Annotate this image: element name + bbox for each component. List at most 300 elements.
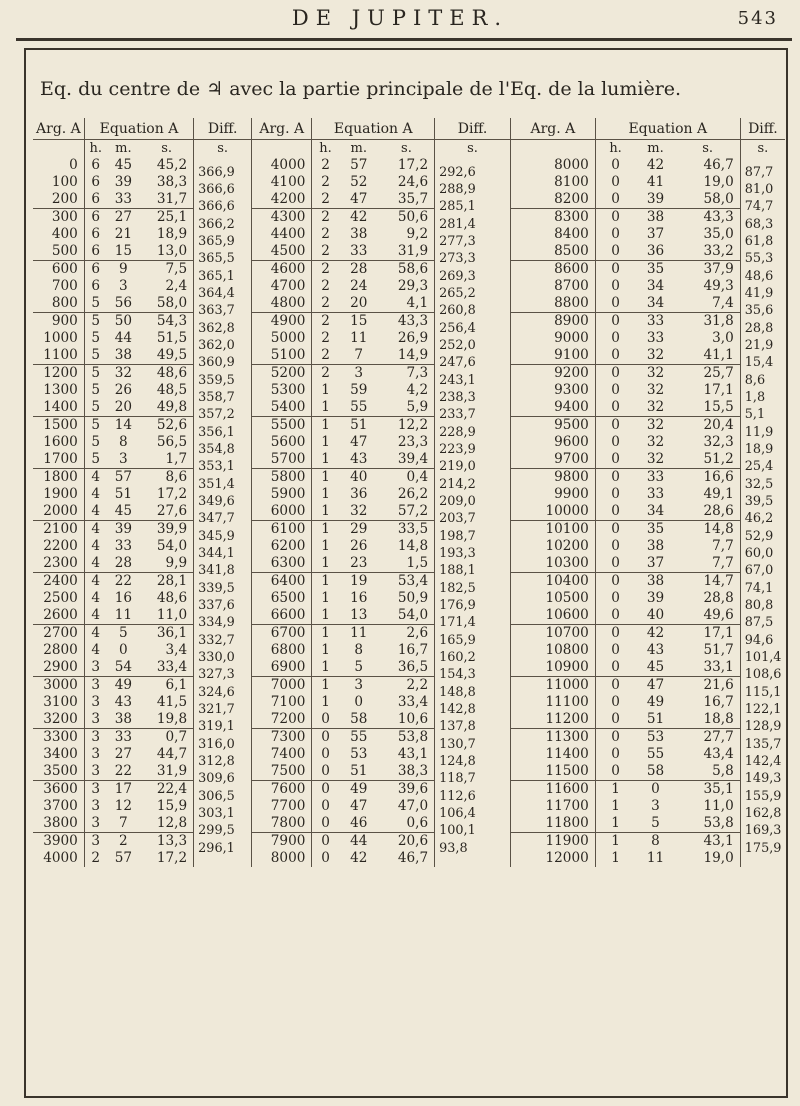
minutes-cell: 20 — [107, 399, 140, 417]
arg-cell: 7900 — [252, 833, 312, 851]
hours-cell: 0 — [611, 208, 620, 225]
seconds-cell: 19,0 — [676, 850, 741, 867]
minutes-cell: 45 — [114, 156, 133, 173]
hours-cell: 2 — [321, 329, 330, 346]
minutes-cell: 20 — [339, 295, 379, 313]
arg-cell: 3300 — [33, 729, 84, 747]
table-row — [33, 226, 785, 243]
minutes-cell: 28 — [107, 555, 140, 573]
seconds-cell: 46,7 — [379, 850, 435, 867]
seconds-cell: 15,9 — [140, 798, 194, 815]
diff-cell: 269,3 — [435, 269, 511, 287]
hours-cell: 1 — [321, 589, 330, 606]
table-row — [33, 521, 785, 539]
minutes-cell: 16 — [350, 589, 368, 606]
arg-cell: 2100 — [33, 521, 84, 539]
minutes-cell: 3 — [119, 277, 128, 294]
hours-cell: 0 — [611, 693, 620, 710]
hours-cell: 5 — [84, 295, 106, 313]
diff-cell: 365,5 — [194, 251, 252, 269]
diff-cell: 198,7 — [435, 529, 511, 547]
arg-cell: 1000 — [33, 330, 84, 347]
diff-cell: 273,3 — [435, 251, 511, 269]
arg-cell: 8400 — [510, 226, 595, 243]
hours-cell: 5 — [91, 381, 101, 398]
arg-cell: 11700 — [510, 798, 595, 815]
seconds-cell: 33,4 — [379, 694, 435, 711]
table-row — [33, 469, 785, 487]
table-row — [33, 243, 785, 261]
unit-hours: h. — [609, 141, 622, 156]
hours-cell: 5 — [91, 329, 101, 346]
seconds-cell: 12,8 — [140, 815, 194, 833]
unit-seconds: s. — [140, 140, 194, 158]
seconds-cell: 49,5 — [140, 347, 194, 365]
hours-cell: 6 — [91, 277, 101, 294]
minutes-cell: 5 — [119, 624, 128, 641]
diff-cell: 321,7 — [194, 702, 252, 719]
diff-cell: 359,5 — [194, 373, 252, 391]
arg-cell: 11900 — [510, 833, 595, 851]
seconds-cell: 0,6 — [379, 815, 435, 833]
diff-cell: 358,7 — [194, 390, 252, 407]
hours-cell: 3 — [84, 815, 106, 833]
minutes-cell: 38 — [107, 711, 140, 729]
seconds-cell: 41,5 — [140, 694, 194, 711]
minutes-cell: 21 — [114, 225, 133, 242]
diff-cell: 256,4 — [435, 321, 511, 339]
arg-cell: 1200 — [33, 365, 84, 383]
seconds-cell: 13,0 — [140, 243, 194, 261]
unit-seconds: s. — [379, 140, 435, 158]
table-row — [33, 261, 785, 279]
arg-cell: 2900 — [33, 659, 84, 677]
table-row — [33, 538, 785, 555]
diff-cell: 32,5 — [744, 476, 774, 492]
arg-cell: 1900 — [33, 486, 84, 503]
arg-cell: 5200 — [252, 365, 312, 383]
arg-cell: 5300 — [252, 382, 312, 399]
minutes-cell: 42 — [646, 624, 665, 641]
diff-cell: 160,2 — [435, 650, 511, 667]
hours-cell: 3 — [91, 745, 101, 762]
seconds-cell: 51,5 — [140, 330, 194, 347]
arg-cell: 3000 — [33, 677, 84, 695]
seconds-cell: 43,1 — [676, 833, 741, 851]
minutes-cell: 3 — [354, 364, 364, 381]
hours-cell: 0 — [611, 520, 620, 537]
minutes-cell: 58 — [635, 763, 675, 781]
hours-cell: 6 — [91, 260, 101, 277]
arg-cell: 1800 — [33, 469, 84, 487]
diff-cell: 247,6 — [435, 355, 511, 373]
table-row — [33, 434, 785, 451]
diff-cell: 15,4 — [744, 355, 774, 371]
arg-cell: 6300 — [252, 555, 312, 573]
col-arg: Arg. A — [510, 118, 595, 140]
seconds-cell: 3,0 — [676, 330, 741, 347]
seconds-cell: 7,7 — [676, 555, 741, 573]
minutes-cell: 15 — [107, 243, 140, 261]
hours-cell: 1 — [321, 433, 330, 450]
diff-cell: 106,4 — [435, 806, 511, 823]
seconds-cell: 28,6 — [676, 503, 741, 521]
arg-cell: 8000 — [510, 157, 595, 174]
minutes-cell: 32 — [114, 364, 133, 381]
seconds-cell: 25,1 — [140, 209, 194, 227]
hours-cell: 0 — [595, 763, 635, 781]
arg-cell: 900 — [33, 313, 84, 331]
seconds-cell: 15,5 — [676, 399, 741, 417]
arg-cell: 1300 — [33, 382, 84, 399]
hours-cell: 1 — [312, 399, 339, 417]
minutes-cell: 14 — [114, 416, 133, 433]
hours-cell: 4 — [84, 555, 106, 573]
diff-cell: 219,0 — [435, 459, 511, 477]
table-row — [33, 746, 785, 763]
seconds-cell: 35,1 — [676, 781, 741, 799]
seconds-cell: 27,6 — [140, 503, 194, 521]
seconds-cell: 33,5 — [379, 521, 435, 539]
arg-cell: 4100 — [252, 174, 312, 191]
arg-cell: 10600 — [510, 607, 595, 625]
diff-cell: 175,9 — [744, 840, 782, 856]
arg-cell: 9500 — [510, 417, 595, 435]
arg-cell: 2800 — [33, 642, 84, 659]
minutes-cell: 33 — [646, 485, 665, 502]
minutes-cell: 22 — [114, 572, 133, 589]
arg-cell: 4900 — [252, 313, 312, 331]
hours-cell: 0 — [595, 243, 635, 261]
minutes-cell: 57 — [114, 468, 133, 485]
diff-cell: 252,0 — [435, 338, 511, 355]
hours-cell: 2 — [321, 173, 330, 190]
diff-cell: 81,0 — [744, 182, 774, 198]
table-row — [33, 330, 785, 347]
table-row — [33, 607, 785, 625]
arg-cell: 8800 — [510, 295, 595, 313]
arg-cell: 6700 — [252, 625, 312, 643]
seconds-cell: 39,6 — [379, 781, 435, 799]
minutes-cell: 38 — [646, 572, 665, 589]
minutes-cell: 38 — [646, 208, 665, 225]
minutes-cell: 39 — [646, 589, 665, 606]
minutes-cell: 11 — [350, 329, 368, 346]
minutes-cell: 41 — [646, 173, 665, 190]
seconds-cell: 54,0 — [140, 538, 194, 555]
hours-cell: 0 — [595, 399, 635, 417]
minutes-cell: 32 — [646, 381, 665, 398]
seconds-cell: 56,5 — [140, 434, 194, 451]
hours-cell: 4 — [91, 589, 101, 606]
hours-cell: 0 — [321, 745, 330, 762]
hours-cell: 4 — [91, 520, 101, 537]
hours-cell: 1 — [321, 485, 330, 502]
table-row — [33, 763, 785, 781]
hours-cell: 1 — [595, 815, 635, 833]
minutes-cell: 57 — [114, 849, 133, 866]
arg-cell: 10300 — [510, 555, 595, 573]
minutes-cell: 58 — [339, 711, 379, 729]
seconds-cell: 31,8 — [676, 313, 741, 331]
arg-cell: 3600 — [33, 781, 84, 799]
hours-cell: 0 — [595, 503, 635, 521]
diff-cell: 334,9 — [194, 615, 252, 633]
minutes-cell: 35 — [646, 260, 665, 277]
arg-cell: 4800 — [252, 295, 312, 313]
arg-cell: 9400 — [510, 399, 595, 417]
diff-cell: 41,9 — [744, 286, 774, 302]
hours-cell: 0 — [595, 191, 635, 209]
hours-cell: 0 — [611, 537, 620, 554]
arg-cell: 8300 — [510, 209, 595, 227]
seconds-cell: 7,5 — [140, 261, 194, 279]
seconds-cell: 16,6 — [676, 469, 741, 487]
minutes-cell: 47 — [339, 191, 379, 209]
diff-cell: 285,1 — [435, 199, 511, 217]
hours-cell: 3 — [91, 832, 101, 849]
seconds-cell: 13,3 — [140, 833, 194, 851]
arg-cell: 2300 — [33, 555, 84, 573]
table-row — [33, 399, 785, 417]
seconds-cell: 43,3 — [676, 209, 741, 227]
diff-cell: 87,7 — [744, 165, 774, 181]
seconds-cell: 1,7 — [140, 451, 194, 469]
diff-cell: 94,6 — [744, 632, 774, 648]
seconds-cell: 17,1 — [676, 382, 741, 399]
hours-cell: 3 — [91, 693, 101, 710]
arg-cell: 1500 — [33, 417, 84, 435]
seconds-cell: 48,5 — [140, 382, 194, 399]
hours-cell: 0 — [611, 641, 620, 658]
seconds-cell: 43,3 — [379, 313, 435, 331]
arg-cell: 8100 — [510, 174, 595, 191]
hours-cell: 6 — [91, 225, 101, 242]
hours-cell: 5 — [91, 312, 101, 329]
table-row — [33, 451, 785, 469]
diff-cell: 148,8 — [435, 685, 511, 703]
diff-cell: 292,6 — [435, 165, 511, 182]
arg-cell: 2200 — [33, 538, 84, 555]
seconds-cell: 6,1 — [140, 677, 194, 695]
minutes-cell: 55 — [646, 745, 665, 762]
hours-cell: 5 — [91, 364, 101, 381]
seconds-cell: 46,7 — [676, 157, 741, 174]
minutes-cell: 47 — [646, 676, 665, 693]
diff-cell: 35,6 — [744, 303, 774, 319]
hours-cell: 0 — [312, 763, 339, 781]
diff-cell: 362,8 — [194, 321, 252, 339]
diff-cell: 357,2 — [194, 407, 252, 425]
diff-cell: 360,9 — [194, 355, 252, 373]
hours-cell: 1 — [611, 849, 620, 866]
seconds-cell: 5,9 — [379, 399, 435, 417]
diff-cell: 214,2 — [435, 477, 511, 495]
arg-cell: 5800 — [252, 469, 312, 487]
minutes-cell: 42 — [350, 208, 368, 225]
minutes-cell: 3 — [107, 451, 140, 469]
hours-cell: 0 — [595, 659, 635, 677]
arg-cell: 2700 — [33, 625, 84, 643]
minutes-cell: 33 — [339, 243, 379, 261]
minutes-cell: 56 — [107, 295, 140, 313]
seconds-cell: 25,7 — [676, 365, 741, 383]
arg-cell: 11400 — [510, 746, 595, 763]
minutes-cell: 57 — [350, 156, 368, 173]
diff-cell: 5,1 — [744, 407, 766, 423]
arg-cell: 11600 — [510, 781, 595, 799]
table-row — [33, 677, 785, 695]
arg-cell: 10100 — [510, 521, 595, 539]
minutes-cell: 45 — [635, 659, 675, 677]
minutes-cell: 51 — [339, 763, 379, 781]
hours-cell: 2 — [321, 312, 330, 329]
minutes-cell: 44 — [350, 832, 368, 849]
hours-cell: 6 — [91, 173, 101, 190]
seconds-cell: 8,6 — [140, 469, 194, 487]
seconds-cell: 7,7 — [676, 538, 741, 555]
unit-diff: s. — [194, 140, 252, 158]
minutes-cell: 0 — [651, 780, 660, 797]
diff-cell: 365,9 — [194, 234, 252, 251]
arg-cell: 9800 — [510, 469, 595, 487]
seconds-cell: 17,1 — [676, 625, 741, 643]
seconds-cell: 54,0 — [379, 607, 435, 625]
hours-cell: 5 — [91, 433, 101, 450]
diff-cell: 48,6 — [744, 268, 774, 284]
minutes-cell: 59 — [350, 381, 368, 398]
arg-cell: 5000 — [252, 330, 312, 347]
minutes-cell: 43 — [646, 641, 665, 658]
minutes-cell: 43 — [339, 451, 379, 469]
seconds-cell: 4,1 — [379, 295, 435, 313]
diff-cell: 337,6 — [194, 598, 252, 615]
arg-cell: 7800 — [252, 815, 312, 833]
seconds-cell: 7,3 — [379, 365, 435, 383]
diff-cell: 74,7 — [744, 199, 774, 215]
diff-cell: 341,8 — [194, 563, 252, 581]
hours-cell: 0 — [611, 381, 620, 398]
hours-cell: 4 — [84, 607, 106, 625]
diff-cell: 21,9 — [744, 338, 774, 354]
minutes-cell: 38 — [107, 347, 140, 365]
table-row — [33, 313, 785, 331]
diff-cell: 364,4 — [194, 286, 252, 303]
seconds-cell: 11,0 — [676, 798, 741, 815]
seconds-cell: 10,6 — [379, 711, 435, 729]
seconds-cell: 31,9 — [379, 243, 435, 261]
seconds-cell: 4,2 — [379, 382, 435, 399]
diff-cell: 135,7 — [744, 736, 782, 752]
seconds-cell: 26,9 — [379, 330, 435, 347]
diff-cell: 39,5 — [744, 494, 774, 510]
hours-cell: 1 — [321, 676, 330, 693]
table-row — [33, 850, 785, 867]
minutes-cell: 36 — [635, 243, 675, 261]
seconds-cell: 39,4 — [379, 451, 435, 469]
seconds-cell: 14,7 — [676, 573, 741, 591]
diff-cell: 366,2 — [194, 217, 252, 235]
hours-cell: 3 — [91, 780, 101, 797]
seconds-cell: 14,8 — [379, 538, 435, 555]
seconds-cell: 50,6 — [379, 209, 435, 227]
top-rule — [16, 38, 792, 41]
minutes-cell: 8 — [119, 433, 128, 450]
arg-cell: 12000 — [510, 850, 595, 867]
diff-cell: 115,1 — [744, 684, 782, 700]
arg-cell: 1100 — [33, 347, 84, 365]
minutes-cell: 26 — [114, 381, 133, 398]
hours-cell: 2 — [321, 260, 330, 277]
arg-cell: 6500 — [252, 590, 312, 607]
hours-cell: 3 — [84, 763, 106, 781]
unit-row — [33, 140, 785, 158]
seconds-cell: 58,0 — [676, 191, 741, 209]
hours-cell: 0 — [611, 572, 620, 589]
hours-cell: 1 — [321, 381, 330, 398]
minutes-cell: 26 — [350, 537, 368, 554]
diff-cell: 60,0 — [744, 546, 774, 562]
seconds-cell: 33,4 — [140, 659, 194, 677]
minutes-cell: 50 — [114, 312, 133, 329]
diff-cell: 309,6 — [194, 771, 252, 789]
diff-cell: 101,4 — [744, 650, 782, 666]
hours-cell: 0 — [611, 433, 620, 450]
table-row — [33, 798, 785, 815]
diff-cell: 362,0 — [194, 338, 252, 355]
diff-cell: 203,7 — [435, 511, 511, 529]
arg-cell: 3100 — [33, 694, 84, 711]
table-row — [33, 573, 785, 591]
diff-cell: 344,1 — [194, 546, 252, 563]
diff-cell: 87,5 — [744, 615, 774, 631]
minutes-cell: 34 — [635, 295, 675, 313]
minutes-cell: 55 — [350, 728, 368, 745]
arg-cell: 6200 — [252, 538, 312, 555]
seconds-cell: 57,2 — [379, 503, 435, 521]
seconds-cell: 41,1 — [676, 347, 741, 365]
seconds-cell: 2,2 — [379, 677, 435, 695]
minutes-cell: 33 — [107, 191, 140, 209]
seconds-cell: 58,6 — [379, 261, 435, 279]
hours-cell: 0 — [611, 468, 620, 485]
seconds-cell: 38,3 — [140, 174, 194, 191]
arg-cell: 10900 — [510, 659, 595, 677]
minutes-cell: 49 — [350, 780, 368, 797]
hours-cell: 2 — [321, 208, 330, 225]
table-row — [33, 417, 785, 435]
diff-cell: 142,4 — [744, 754, 782, 770]
seconds-cell: 33,2 — [676, 243, 741, 261]
minutes-cell: 37 — [646, 225, 665, 242]
seconds-cell: 2,4 — [140, 278, 194, 295]
diff-cell: 169,3 — [744, 823, 782, 839]
arg-cell: 100 — [33, 174, 84, 191]
hours-cell: 0 — [611, 728, 620, 745]
minutes-cell: 3 — [651, 797, 660, 814]
col-arg: Arg. A — [252, 118, 312, 140]
diff-cell: 265,2 — [435, 286, 511, 303]
minutes-cell: 39 — [635, 191, 675, 209]
arg-cell: 10200 — [510, 538, 595, 555]
seconds-cell: 51,7 — [676, 642, 741, 659]
diff-cell: 332,7 — [194, 633, 252, 651]
diff-cell: 188,1 — [435, 563, 511, 581]
table-row — [33, 729, 785, 747]
seconds-cell: 14,8 — [676, 521, 741, 539]
diff-cell: 137,8 — [435, 719, 511, 737]
diff-cell: 93,8 — [435, 841, 511, 859]
